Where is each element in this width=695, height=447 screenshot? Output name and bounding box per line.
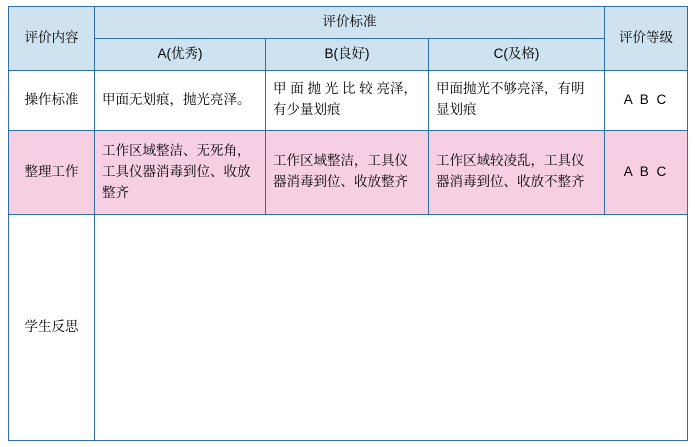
header-level-a: A(优秀): [95, 38, 266, 70]
row-operation-standard-c: 甲面抛光不够亮泽，有明显划痕: [429, 70, 605, 130]
row-tidying-work-b: 工作区域整洁，工具仪器消毒到位、收放整齐: [266, 130, 429, 214]
table-row-reflection: [9, 214, 688, 440]
table-row: [9, 70, 688, 130]
row-label-student-reflection: 学生反思: [9, 214, 95, 440]
table-header-row-top: [9, 7, 688, 39]
row-label-operation-standard: 操作标准: [9, 70, 95, 130]
row-tidying-work-grade[interactable]: A B C: [605, 130, 688, 214]
table-row: [9, 130, 688, 214]
header-level-c: C(及格): [429, 38, 605, 70]
row-operation-standard-b: 甲 面 抛 光 比 较 亮泽，有少量划痕: [266, 70, 429, 130]
table-header-row-sub: [9, 38, 688, 70]
row-label-tidying-work: 整理工作: [9, 130, 95, 214]
row-tidying-work-a: 工作区域整洁、无死角，工具仪器消毒到位、收放整齐: [95, 130, 266, 214]
row-operation-standard-grade[interactable]: A B C: [605, 70, 688, 130]
header-content-col: 评价内容: [9, 7, 95, 71]
header-grade-col: 评价等级: [605, 7, 688, 71]
header-criteria-group: 评价标准: [95, 7, 605, 39]
header-level-b: B(良好): [266, 38, 429, 70]
row-operation-standard-a: 甲面无划痕，抛光亮泽。: [95, 70, 266, 130]
row-tidying-work-c: 工作区域较凌乱，工具仪器消毒到位、收放不整齐: [429, 130, 605, 214]
evaluation-table: [8, 6, 688, 441]
student-reflection-input[interactable]: [95, 214, 688, 440]
